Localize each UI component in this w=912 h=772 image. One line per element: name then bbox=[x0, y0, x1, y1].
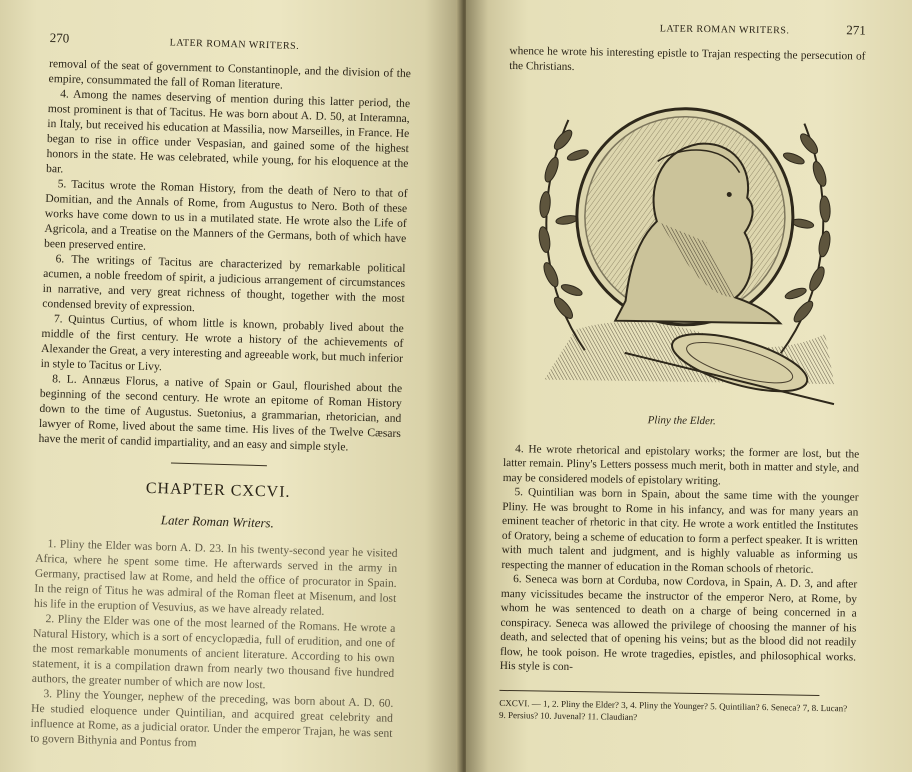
footnote-divider bbox=[499, 689, 819, 695]
left-running-title: LATER ROMAN WRITERS. bbox=[169, 37, 300, 52]
right-page bbox=[466, 0, 912, 772]
right-paragraph: 6. Seneca was born at Corduba, now Cordova, in Spain, A. D. 3, and after many vicissitudes became the instructor of the emperor Nero, at Rome, by whom he was sentenced to death on a charge of being concerned in a conspiracy. Seneca was allowed the privilege of choosing the manner of his death, and selected that of opening his veins; but as the blood did not readily flow, he took poison. He wrote tragedies, epistles, and philosophical works. His style is con- bbox=[499, 573, 858, 674]
left-page-text-block bbox=[30, 30, 412, 756]
left-paragraph: removal of the seat of government to Constantinople, and the division of the empire, consummated the fall of Roman literature. bbox=[48, 56, 412, 92]
left-running-head bbox=[49, 30, 411, 58]
portrait-engraving bbox=[504, 79, 865, 415]
right-paragraph: 4. He wrote rhetorical and epistolary works; the former are lost, but the latter remain. Pliny's Letters possess much merit, both in matter and style, and may be considered models of epistolary writing. bbox=[502, 442, 860, 487]
figure-caption: Pliny the Elder. bbox=[647, 414, 716, 428]
right-paragraph: 5. Quintilian was born in Spain, about the same time with the younger Pliny. He was brought to Rome in his infancy, and was for many years an eminent teacher of rhetoric in that city. He wrote a work entitled the Institutes of Oratory, being a scheme of education to form a perfect speaker. It is written with much talent and judgment, and is highly valuable as informing us respecting the manner of education in the Roman schools of rhetoric. bbox=[501, 486, 859, 576]
left-paragraph: 6. The writings of Tacitus are characterized by remarkable political acumen, a noble freedom of spirit, a judicious arrangement of circumstances in narrative, and very great richness of thought, together with the most condensed brevity of expression. bbox=[42, 252, 406, 315]
left-paragraph: 4. Among the names deserving of mention during this latter period, the most prominent is that of Tacitus. He was born about A. D. 50, at Interamna, in Italy, but received his education at Massilia, now Marseilles, in France. He began to rise in office under Vespasian, and gained some of the highest honors in the state. He was celebrated, while young, for his eloquence at the bar. bbox=[45, 87, 411, 176]
section-divider bbox=[171, 463, 267, 467]
foliage-and-dish bbox=[544, 320, 835, 404]
chapter-paragraph: 2. Pliny the Elder was one of the most learned of the Romans. He wrote a Natural History, which is a sort of encyclopædia, full of erudition, and one of the most remarkable monuments of ancient literature. According to his own statement, it is a compilation drawn from nearly two thousand five hundred authors, the greater number of which are now lost. bbox=[31, 612, 396, 692]
left-paragraph: 8. L. Annæus Florus, a native of Spain or Gaul, flourished about the beginning of the second century. He wrote an epitome of Roman History down to the time of Augustus. Suetonius, a grammarian, rhetorician, and lawyer of Rome, lived about the same time. His lives of the Twelve Cæsars have the merit of candid impartiality, and an easy and simple style. bbox=[38, 372, 403, 454]
chapter-title: CHAPTER CXCVI. bbox=[145, 479, 291, 501]
left-page-number: 270 bbox=[49, 30, 70, 46]
chapter-paragraph: 1. Pliny the Elder was born A. D. 23. In his twenty-second year he visited Africa, where he spent some time. He afterwards served in the army in Germany, practised law at Rome, and held the office of procurator in Spain. In the reign of Titus he was admiral of the Roman fleet at Misenum, and lost his life in the eruption of Vesuvius, as we have already related. bbox=[33, 537, 398, 618]
right-top-text: whence he wrote his interesting epistle to Trajan respecting the persecution of the Christians. bbox=[509, 44, 866, 73]
right-page-text-block bbox=[499, 18, 866, 726]
right-page-number: 271 bbox=[846, 22, 866, 38]
right-running-title: LATER ROMAN WRITERS. bbox=[659, 23, 790, 37]
pliny-portrait-illustration bbox=[504, 79, 865, 415]
left-paragraph: 5. Tacitus wrote the Roman History, from the death of Nero to that of Domitian, and the Annals of Rome, from Augustus to Nero. Both of these works have come down to us in a mutilated state. He wrote also the Life of Agricola, and a Treatise on the Manners of the Germans, both of which have been preserved entire. bbox=[43, 177, 408, 253]
chapter-subtitle: Later Roman Writers. bbox=[160, 512, 275, 531]
left-paragraph: 7. Quintus Curtius, of whom little is known, probably lived about the middle of the first century. He wrote a history of the achievements of Alexander the Great, a very interesting and agreeable work, but much inferior in style to Tacitus or Livy. bbox=[40, 312, 404, 374]
study-questions-footnote: CXCVI. — 1, 2. Pliny the Elder? 3, 4. Pliny the Younger? 5. Quintilian? 6. Seneca? 7, 8. Lucan? 9. Persius? 10. Juvenal? 11. Claudian? bbox=[498, 697, 848, 722]
chapter-paragraph: 3. Pliny the Younger, nephew of the preceding, was born about A. D. 60. He studied eloquence under Quintilian, and acquired great celebrity and influence at Rome, as a judicial orator. Under the emperor Trajan, he was sent to govern Bithynia and Pontus from bbox=[30, 687, 394, 750]
right-running-head bbox=[510, 18, 866, 42]
chapter-body bbox=[30, 536, 398, 756]
